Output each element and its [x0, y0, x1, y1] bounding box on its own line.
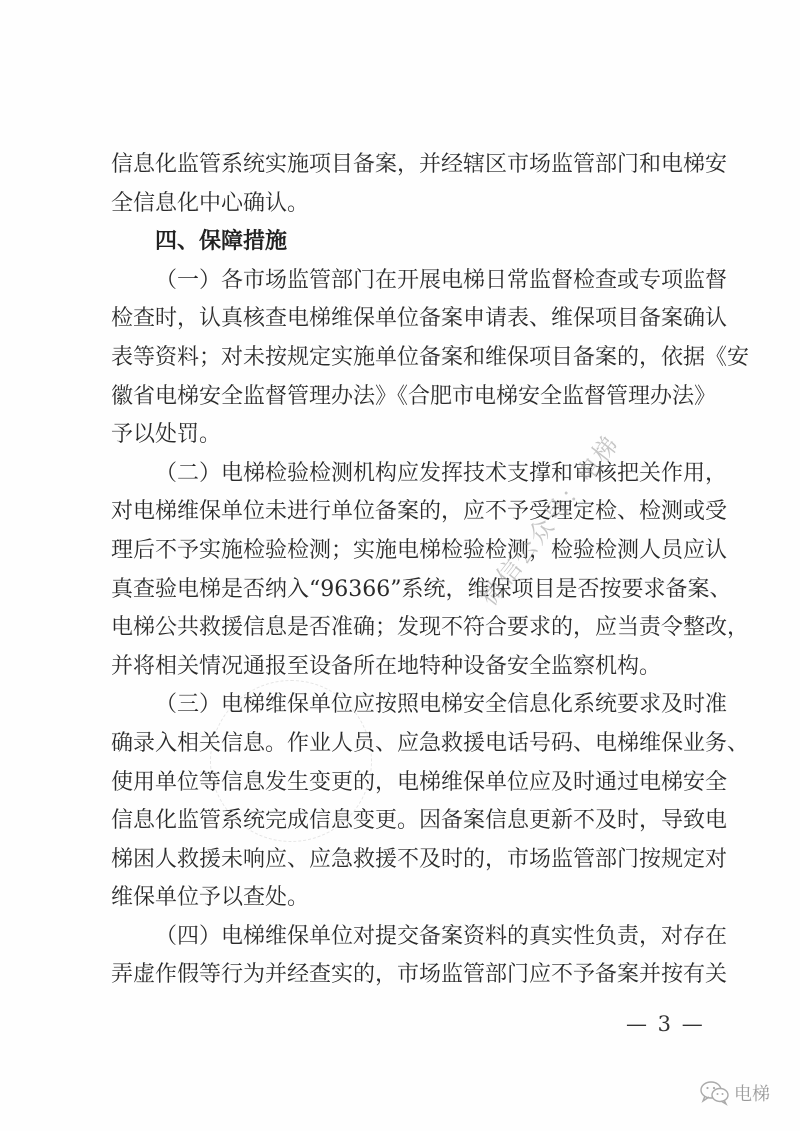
paragraph-1-line: 徽省电梯安全监督管理办法》《合肥市电梯安全监督管理办法》	[111, 383, 717, 409]
paragraph-1-line: 检查时，认真核查电梯维保单位备案申请表、维保项目备案确认	[111, 306, 728, 332]
text-line: 信息化监管系统实施项目备案，并经辖区市场监管部门和电梯安	[111, 152, 728, 177]
paragraph-2-line: 对电梯维保单位未进行单位备案的，应不予受理定检、检测或受	[111, 499, 728, 525]
brand-label: 电梯	[734, 1084, 770, 1105]
text-line: 全信息化中心确认。	[111, 190, 310, 216]
paragraph-1-line: （一）各市场监管部门在开展电梯日常监督检查或专项监督	[155, 267, 728, 293]
paragraph-3-line: 维保单位予以查处。	[111, 885, 310, 911]
paragraph-2-line: 真查验电梯是否纳入“96366”系统，维保项目是否按要求备案、	[111, 576, 732, 602]
paragraph-3-line: 确录入相关信息。作业人员、应急救援电话号码、电梯维保业务、	[111, 730, 750, 756]
paragraph-4-line: （四）电梯维保单位对提交备案资料的真实性负责，对存在	[155, 923, 728, 949]
paragraph-2-line: 电梯公共救援信息是否准确；发现不符合要求的，应当责令整改，	[111, 615, 750, 641]
footer-watermark	[700, 1080, 770, 1106]
page-number: — 3 —	[626, 1012, 705, 1036]
paragraph-2-line: （二）电梯检验检测机构应发挥技术支撑和审核把关作用，	[155, 460, 728, 486]
paragraph-2-line: 并将相关情况通报至设备所在地特种设备安全监察机构。	[111, 653, 662, 679]
paragraph-3-line: 使用单位等信息发生变更的，电梯维保单位应及时通过电梯安全	[111, 769, 728, 795]
paragraph-1-line: 予以处罚。	[111, 422, 222, 448]
diagonal-watermark: 微信公众号：电梯	[474, 429, 625, 611]
wechat-icon	[700, 1080, 730, 1106]
paragraph-3-line: 梯困人救援未响应、应急救援不及时的，市场监管部门按规定对	[111, 846, 728, 872]
paragraph-3-line: （三）电梯维保单位应按照电梯安全信息化系统要求及时准	[155, 692, 728, 718]
paragraph-1-line: 表等资料；对未按规定实施单位备案和维保项目备案的，依据《安	[111, 344, 750, 370]
paragraph-4-line: 弄虚作假等行为并经查实的，市场监管部门应不予备案并按有关	[111, 962, 728, 988]
document-body	[111, 146, 750, 995]
section-heading: 四、保障措施	[155, 229, 288, 255]
paragraph-3-line: 信息化监管系统完成信息变更。因备案信息更新不及时，导致电	[111, 808, 728, 834]
paragraph-2-line: 理后不予实施检验检测；实施电梯检验检测，检验检测人员应认	[111, 537, 728, 563]
